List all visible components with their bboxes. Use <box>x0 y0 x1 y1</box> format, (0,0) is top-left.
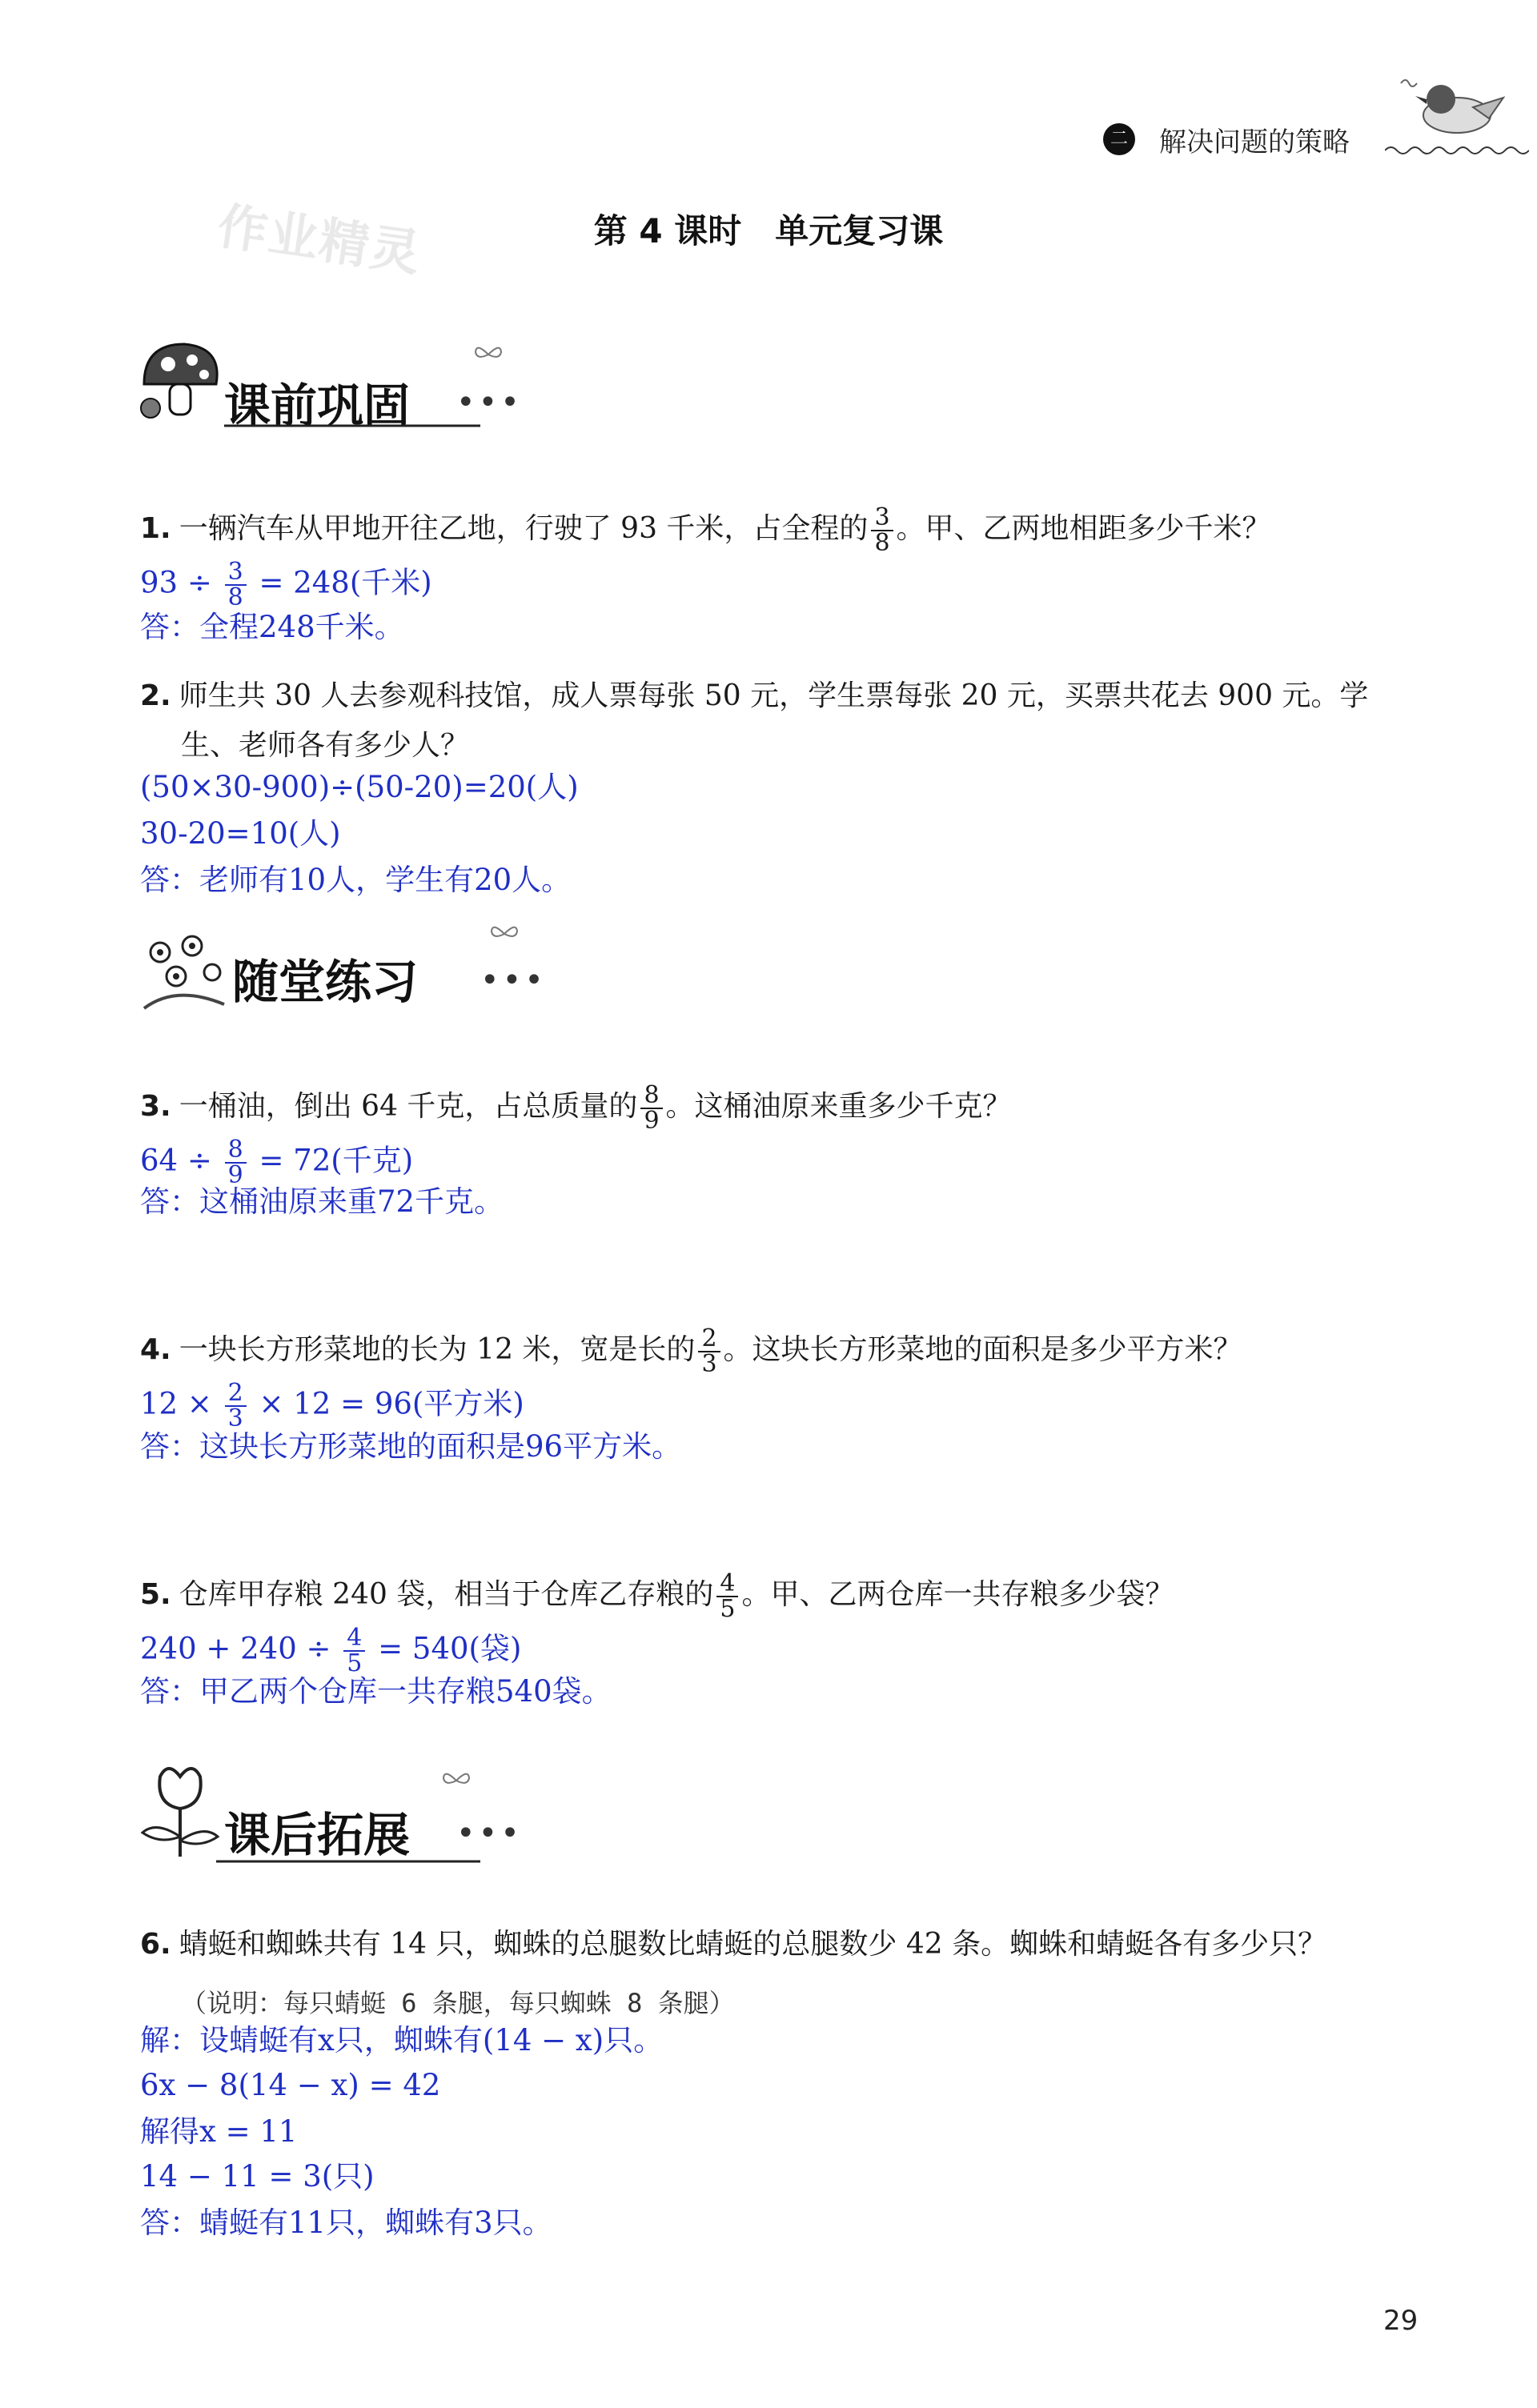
answer-6-text: 答：蜻蜓有11只，蜘蛛有3只。 <box>140 2206 552 2240</box>
answer-5-text: 答：甲乙两个仓库一共存粮540袋。 <box>140 1674 612 1709</box>
answer-6-subtraction: 14 − 11 = 3(只) <box>140 2159 375 2194</box>
answer-6-solution: 解得x = 11 <box>140 2114 298 2149</box>
answer-2-text: 答：老师有10人，学生有20人。 <box>140 863 572 897</box>
problem-3: 3. 一桶油，倒出 64 千克，占总质量的 $\frac{8}{9}$ 。这桶油原来重多少千克？ <box>140 1081 1012 1135</box>
lesson-title: 第 4 课时 单元复习课 <box>593 211 944 250</box>
problem-6: 6. 蜻蜓和蜘蛛共有 14 只，蜘蛛的总腿数比蜻蜓的总腿数少 42 条。蜘蛛和蜻蜓各有多少只？ <box>140 1928 1327 1961</box>
section-title-practice: 随堂练习 <box>232 955 419 1009</box>
answer-1-equation: 93 ÷ $\frac{3}{8}$ = 248(千米) <box>140 558 432 611</box>
section-banner-practice: 随堂练习 ••• <box>136 912 552 1032</box>
answer-6-setup: 解：设蜻蜓有x只，蜘蛛有(14 − x)只。 <box>140 2023 664 2057</box>
problem-1: 1. 一辆汽车从甲地开往乙地，行驶了 93 千米，占全程的 $\frac{3}{8}$ 。甲、乙两地相距多少千米？ <box>140 503 1271 557</box>
section-banner-extension: 课后拓展 ••• <box>136 1753 552 1873</box>
butterfly-icon <box>472 343 504 367</box>
section-title-preview: 课前巩固 <box>224 379 411 433</box>
answer-6-equation: 6x − 8(14 − x) = 42 <box>140 2068 441 2102</box>
answer-2-eq2: 30-20=10(人) <box>140 816 341 851</box>
mushroom-icon <box>136 336 224 424</box>
flower-icon <box>136 1761 224 1865</box>
section-title-extension: 课后拓展 <box>224 1808 411 1862</box>
butterfly-icon <box>488 922 520 946</box>
problem-2: 2. 师生共 30 人去参观科技馆，成人票每张 50 元，学生票每张 20 元，买票共花去 900 元。学 <box>140 679 1369 712</box>
bird-icon <box>1385 67 1505 147</box>
problem-6-note: （说明：每只蜻蜓 6 条腿，每只蜘蛛 8 条腿） <box>181 1988 735 2018</box>
chapter-title: 解决问题的策略 <box>1159 126 1350 158</box>
answer-1-text: 答：全程248千米。 <box>140 610 404 644</box>
answer-3-text: 答：这桶油原来重72千克。 <box>140 1184 504 1219</box>
problem-5: 5. 仓库甲存粮 240 袋，相当于仓库乙存粮的 $\frac{4}{5}$ 。甲、乙两仓库一共存粮多少袋？ <box>140 1569 1174 1623</box>
watermark: 作业精灵 <box>214 196 426 283</box>
answer-5-equation: 240 + 240 ÷ $\frac{4}{5}$ = 540(袋) <box>140 1624 522 1677</box>
chapter-badge: 二 <box>1103 123 1135 155</box>
butterfly-icon <box>440 1769 472 1793</box>
page-number: 29 <box>1383 2305 1419 2337</box>
problem-4: 4. 一块长方形菜地的长为 12 米，宽是长的 $\frac{2}{3}$ 。这块长方形菜地的面积是多少平方米？ <box>140 1324 1242 1378</box>
answer-4-text: 答：这块长方形菜地的面积是96平方米。 <box>140 1429 682 1464</box>
section-banner-preview: 课前巩固 ••• <box>136 320 552 440</box>
answer-3-equation: 64 ÷ $\frac{8}{9}$ = 72(千克) <box>140 1136 414 1189</box>
wave-decoration <box>1385 142 1529 158</box>
answer-4-equation: 12 × $\frac{2}{3}$ × 12 = 96(平方米) <box>140 1379 524 1432</box>
problem-2-line2: 生、老师各有多少人？ <box>181 729 470 762</box>
flowers-icon <box>136 928 232 1016</box>
answer-2-eq1: (50×30-900)÷(50-20)=20(人) <box>140 770 579 804</box>
